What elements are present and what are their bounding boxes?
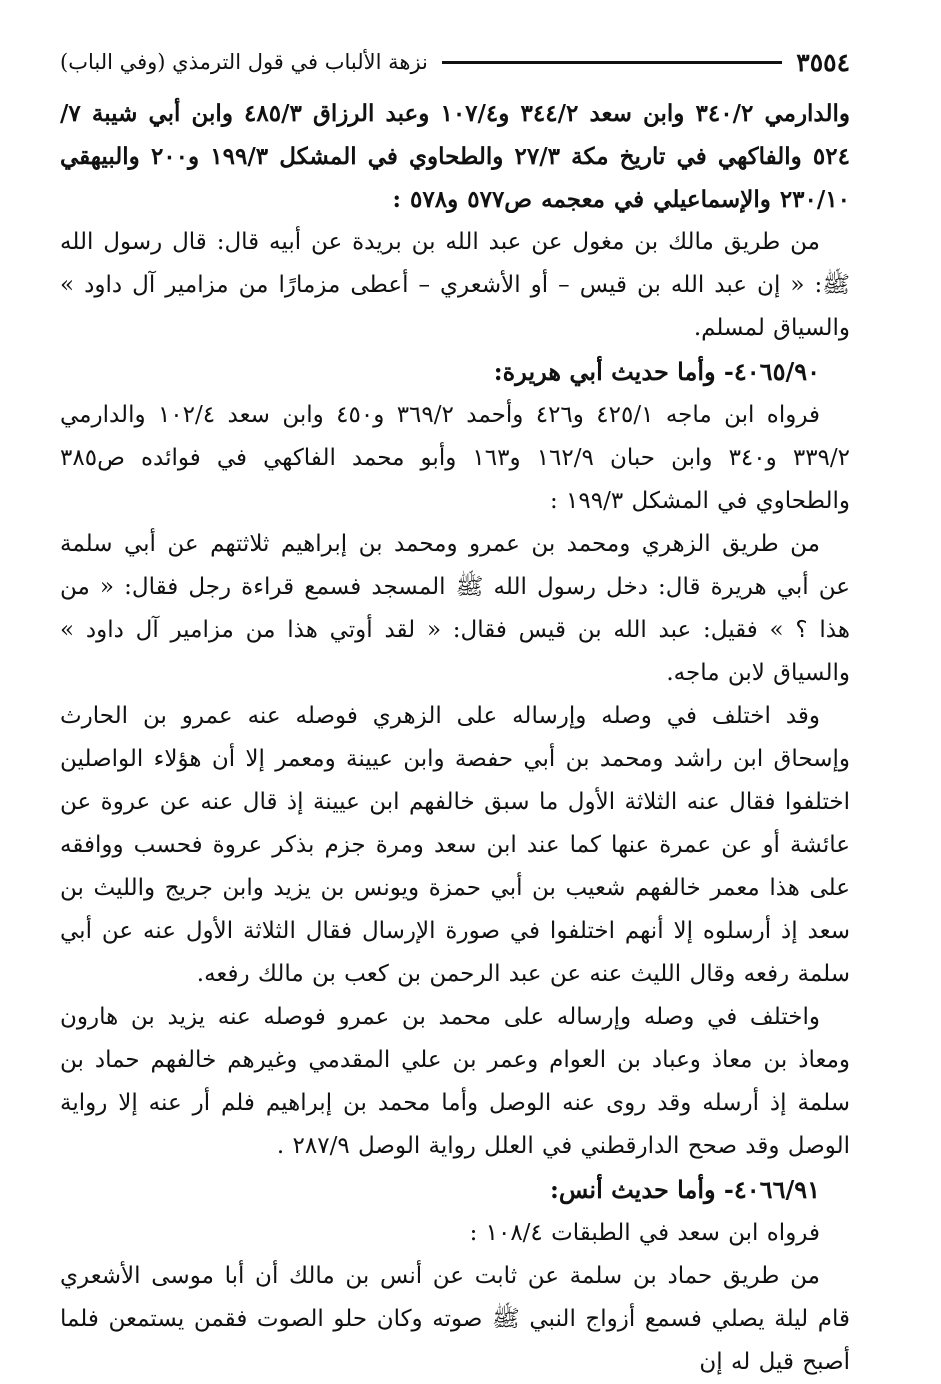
section-heading-abu-hurayra: ٤٠٦٥/٩٠- وأما حديث أبي هريرة: — [493, 357, 820, 386]
paragraph-sources-continued: والدارمي ٣٤٠/٢ وابن سعد ٣٤٤/٢ و١٠٧/٤ وعبد الرزاق ٤٨٥/٣ وابن أبي شيبة ٧/ ٥٢٤ والفاكهي في تاريخ مكة ٢٧/٣ والطحاوي في المشكل ١٩٩/٣ و٢٠٠ والبيهقي ٢٣٠/١٠ والإسماعيلي في معجمه ص٥٧٧ و٥٧٨ : — [60, 100, 851, 213]
section-heading-anas: ٤٠٦٦/٩١- وأما حديث أنس: — [549, 1175, 820, 1204]
paragraph-hadith-text: من طريق مالك بن مغول عن عبد الله بن بريدة عن أبيه قال: قال رسول الله ﷺ: « إن عبد الله بن قيس – أو الأشعري – أعطى مزمارًا من مزامير آل داود » والسياق لمسلم. — [60, 229, 850, 341]
paragraph-discussion: وقد اختلف في وصله وإرساله على الزهري فوصله عنه عمرو بن الحارث وإسحاق ابن راشد ومحمد بن أبي حفصة وابن عيينة ومعمر إلا أن هؤلاء الواصلين اختلفوا فقال عنه الثلاثة الأول ما سبق خالفهم ابن عيينة إذ قال عنه عن عروة عن عائشة أو عن عمرة عنها كما عند ابن سعد ومرة جزم بذكر عروة فحسب ووافقه على هذا معمر خالفهم شعيب بن أبي حمزة ويونس بن يزيد وابن جريج والليث بن سعد إذ أرسلوه إلا أنهم اختلفوا في صورة الإرسال فقال الثلاثة الأول عنه عن أبي سلمة رفعه وقال الليث عنه عن عبد الرحمن بن كعب بن مالك رفعه. — [60, 703, 850, 987]
page-number: ٣٥٥٤ — [796, 47, 850, 77]
paragraph-hadith-text: من طريق حماد بن سلمة عن ثابت عن أنس بن مالك أن أبا موسى الأشعري قام ليلة يصلي فسمع أزواج النبي ﷺ صوته وكان حلو الصوت فقمن يستمعن فلما أصبح قيل له إن — [60, 1263, 850, 1375]
page-body — [60, 92, 850, 1384]
document-page — [60, 40, 851, 1375]
paragraph-discussion: واختلف في وصله وإرساله على محمد بن عمرو فوصله عنه يزيد بن هارون ومعاذ بن معاذ وعباد بن العوام وعمر بن علي المقدمي وغيرهم خالفهم حماد بن سلمة إذ أرسله وقد روى عنه الوصل وأما محمد بن إبراهيم فلم أر عنه إلا رواية الوصل وقد صحح الدارقطني في العلل رواية الوصل ٢٨٧/٩ . — [60, 1004, 850, 1159]
paragraph-sources: فرواه ابن ماجه ٤٢٥/١ و٤٢٦ وأحمد ٣٦٩/٢ و٤٥٠ وابن سعد ١٠٢/٤ والدارمي ٣٣٩/٢ و٣٤٠ وابن حبان ١٦٢/٩ و١٦٣ وأبو محمد الفاكهي في فوائده ص٣٨٥ والطحاوي في المشكل ١٩٩/٣ : — [60, 402, 851, 514]
page-header — [60, 40, 850, 84]
paragraph-sources: فرواه ابن سعد في الطبقات ١٠٨/٤ : — [469, 1220, 820, 1246]
header-rule — [442, 61, 782, 64]
paragraph-hadith-text: من طريق الزهري ومحمد بن عمرو ومحمد بن إبراهيم ثلاثتهم عن أبي سلمة عن أبي هريرة قال: دخل رسول الله ﷺ المسجد فسمع قراءة رجل فقال: « من هذا ؟ » فقيل: عبد الله بن قيس فقال: « لقد أوتي هذا من مزامير آل داود » والسياق لابن ماجه. — [60, 531, 850, 686]
running-title: نزهة الألباب في قول الترمذي (وفي الباب) — [60, 50, 428, 74]
